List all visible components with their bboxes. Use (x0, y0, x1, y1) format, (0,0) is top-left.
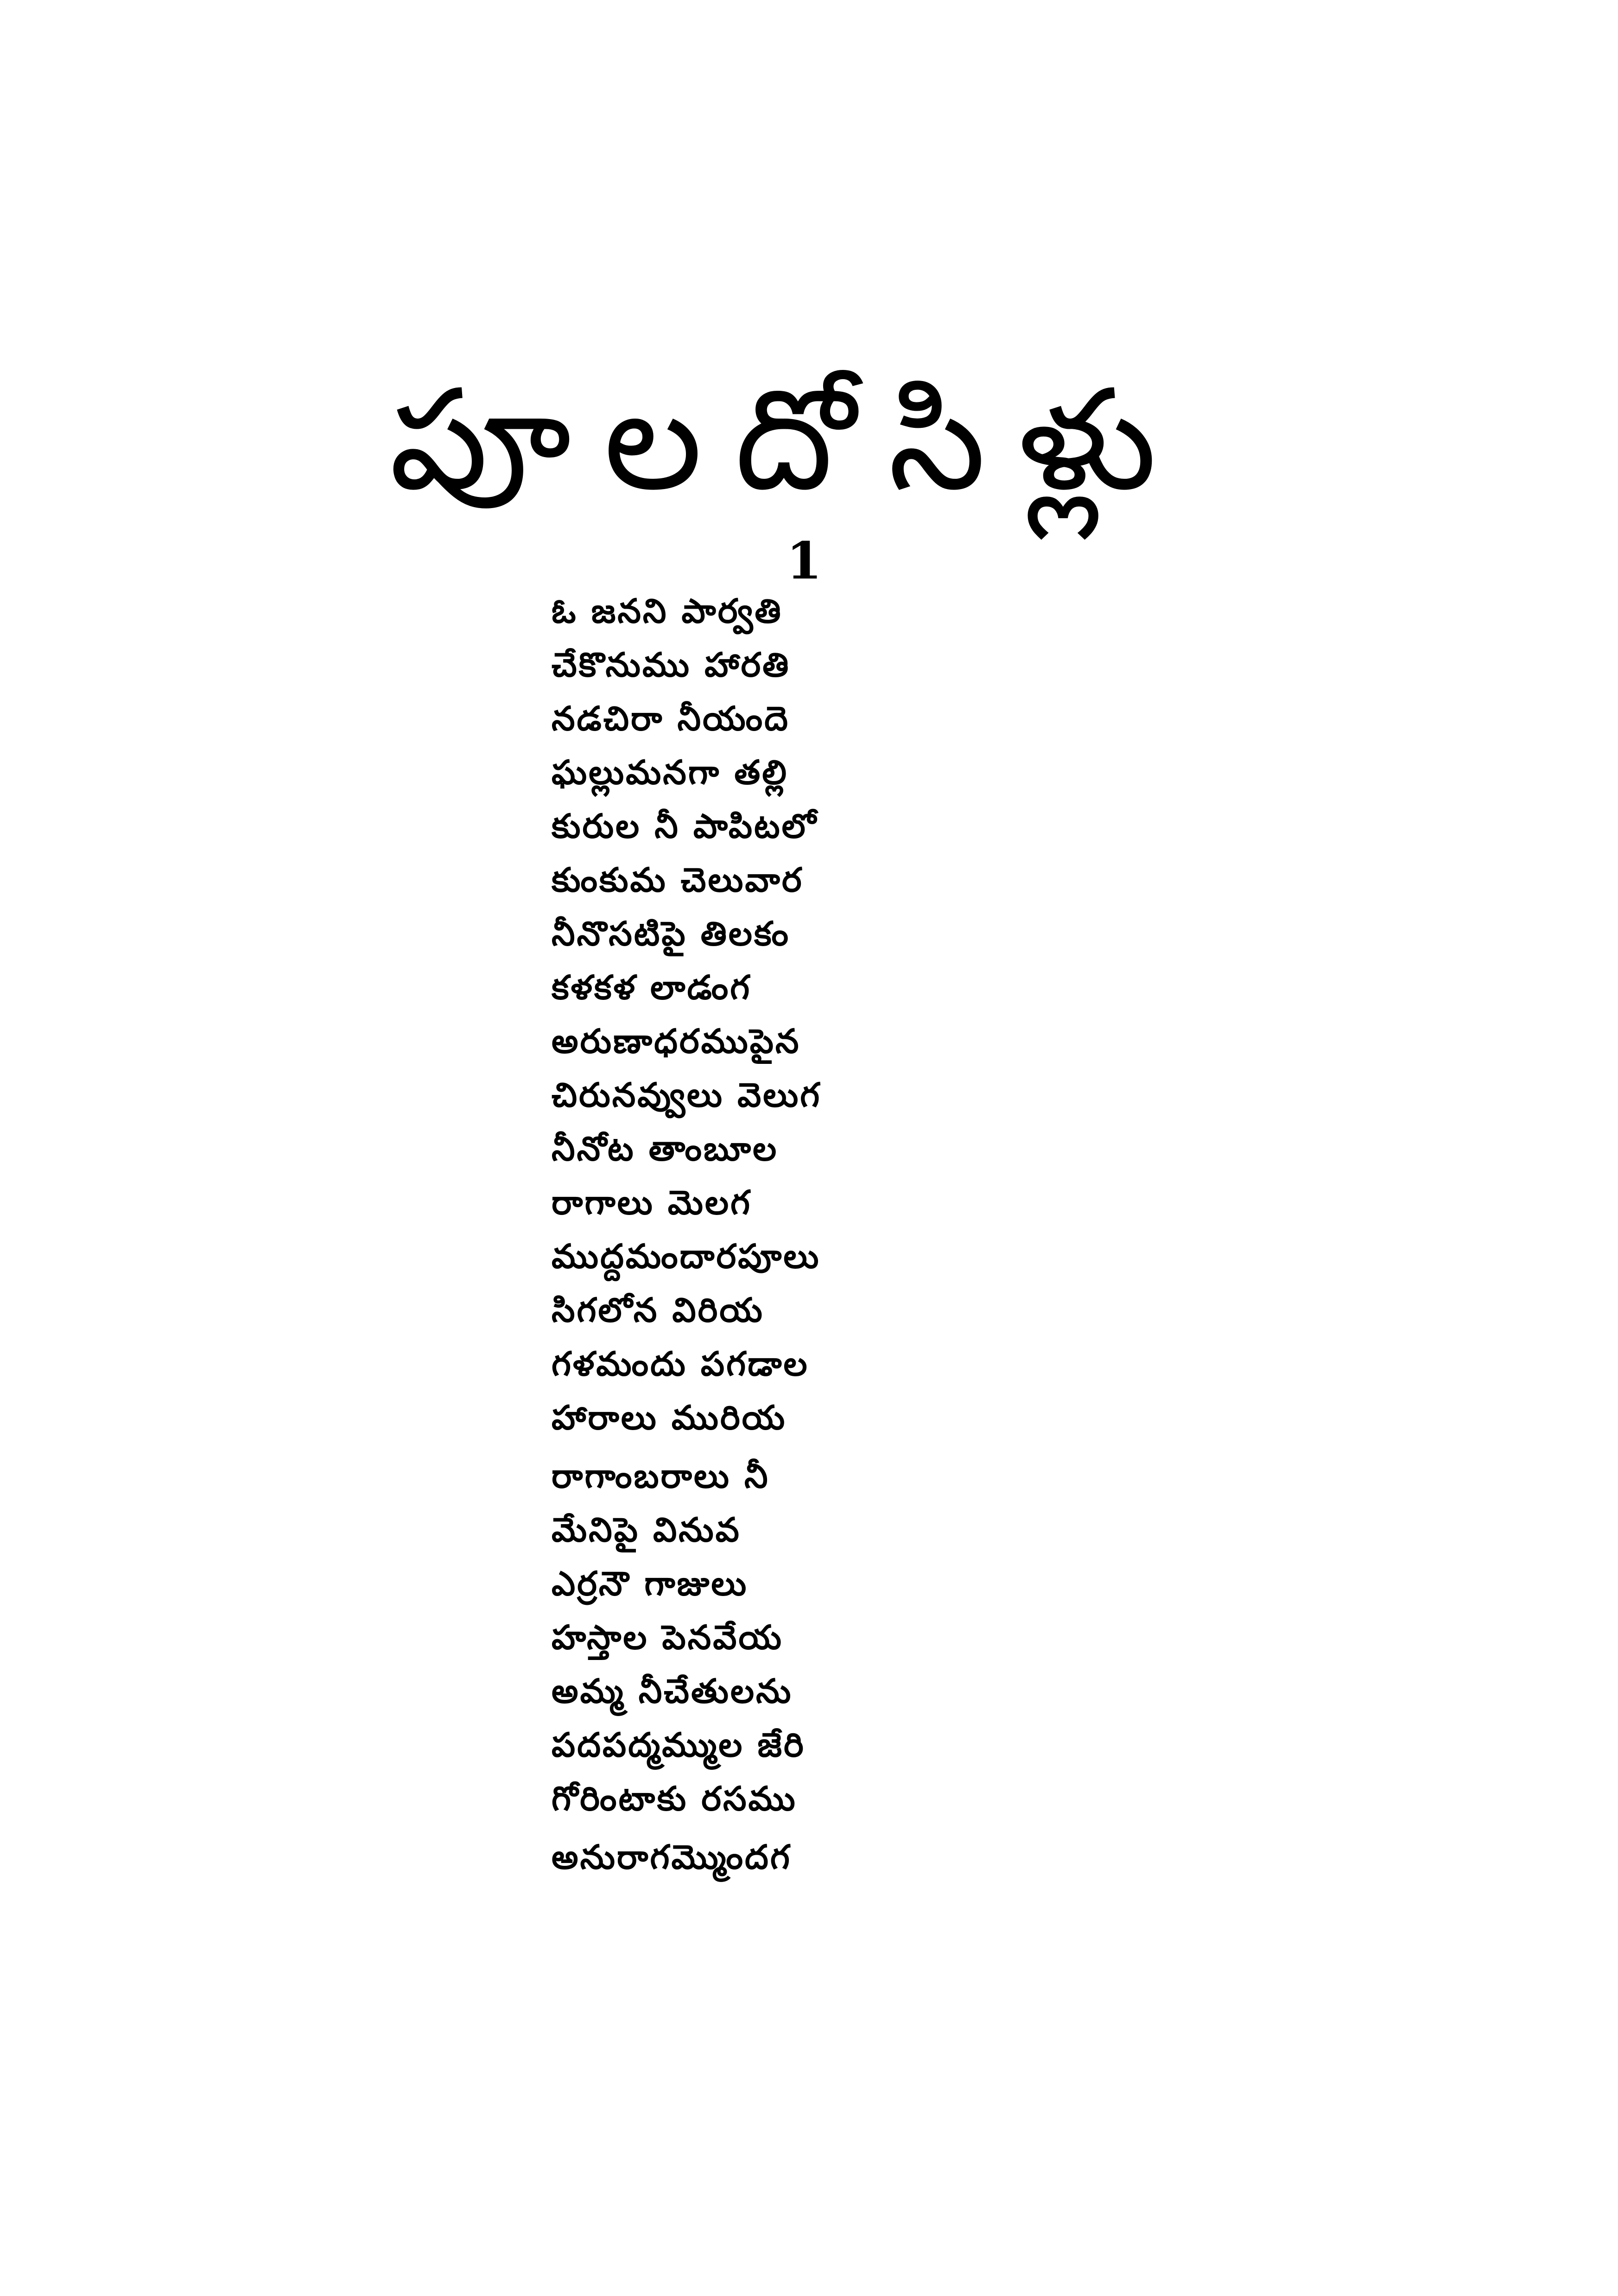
poem-line: నడచిరా నీయందె (552, 699, 790, 738)
poem-line: అమ్మ నీచేతులను (552, 1672, 793, 1711)
poem-line: మేనిపై వినువ (552, 1510, 741, 1549)
poem-line: అనురాగమ్మొందగ (552, 1838, 792, 1876)
poem-line: గళమందు పగడాల (552, 1344, 809, 1383)
poem-line: కళకళ లాడంగ (552, 968, 752, 1007)
poem-lines (552, 584, 1108, 1884)
poem-line: కుంకుమ చెలువార (552, 860, 804, 899)
poem-line: కురుల నీ పాపిటలో (552, 807, 818, 846)
poem-line: రాగాలు మెలగ (552, 1183, 752, 1222)
page-title: పూలదోసిళ్లు (389, 359, 1189, 521)
poem-line: ఘల్లుమనగా తల్లి (552, 753, 789, 792)
poem-line: చిరునవ్వులు వెలుగ (552, 1075, 822, 1114)
poem-number: 1 (786, 531, 822, 591)
poem-line: ముద్దమందారపూలు (552, 1237, 821, 1276)
poem-line: అరుణాధరముపైన (552, 1022, 801, 1061)
poem-line: రాగాంబరాలు నీ (552, 1456, 770, 1495)
poem-line: హస్తాల పెనవేయ (552, 1618, 784, 1657)
poem-line: నీనోట తాంబూల (552, 1129, 779, 1168)
poem-line: ఓ జనని పార్వతి (552, 591, 783, 630)
poem-line: సిగలోన విరియ (552, 1291, 764, 1329)
poem-line: హారాలు మురియ (552, 1398, 787, 1437)
poem-line: నీనొసటిపై తిలకం (552, 914, 791, 953)
poem-line: ఎర్రనౌ గాజులు (552, 1564, 749, 1603)
poem-line: గోరింటాకు రసము (552, 1779, 797, 1818)
poem-line: చేకొనుము హారతి (552, 645, 791, 684)
poem-line: పదపద్మమ్ముల జేరి (552, 1725, 806, 1764)
